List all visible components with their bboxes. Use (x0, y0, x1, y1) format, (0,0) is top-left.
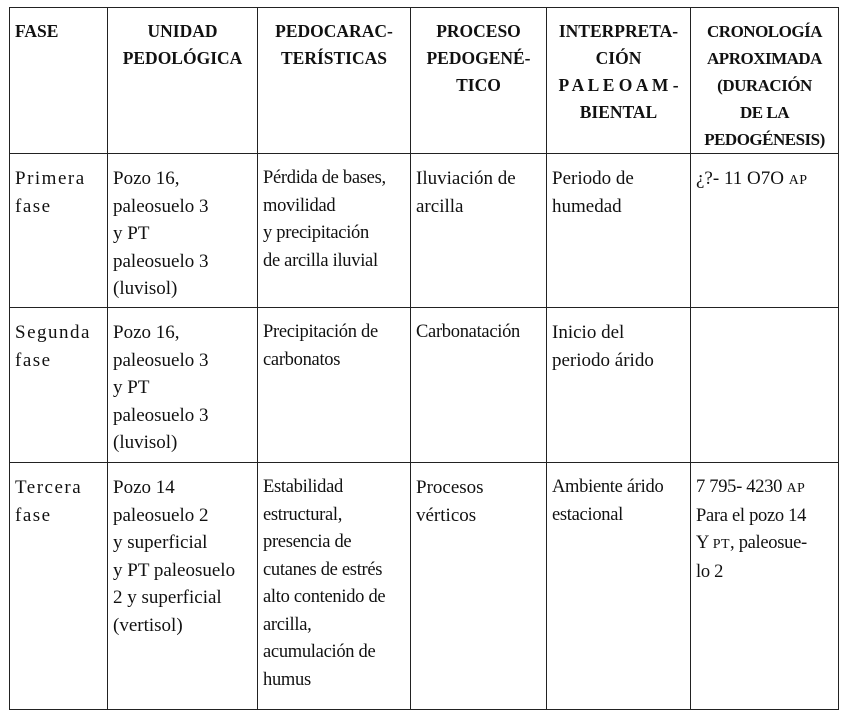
cell-line: Precipitación de (263, 322, 378, 342)
cell-line: DE LA (740, 103, 789, 122)
cron-line (696, 559, 833, 587)
cell-interpretacion (547, 308, 691, 463)
cell-cronologia (691, 463, 839, 710)
cell-line: Ambiente árido (552, 477, 664, 497)
cell-cronologia (691, 308, 839, 463)
cell-line: y PT (113, 223, 150, 244)
cell-line: Carbonatación (416, 322, 520, 342)
cell-line: Tercera (15, 477, 83, 498)
cell-interpretacion (547, 154, 691, 308)
cron-text: Y (696, 533, 713, 553)
cron-text: lo 2 (696, 561, 724, 582)
cron-text: Para el pozo 14 (696, 505, 807, 526)
cell-line: humus (263, 669, 311, 690)
cron-text: 7 795- 4230 (696, 477, 787, 497)
cell-line: TICO (456, 75, 501, 95)
cell-line: movilidad (263, 195, 336, 216)
cell-line: PROCESO (436, 21, 521, 41)
cell-line: periodo árido (552, 349, 654, 371)
header-row (10, 8, 839, 154)
cell-line: y PT paleosuelo (113, 559, 236, 581)
cell-line: de arcilla iluvial (263, 250, 378, 271)
cell-line: carbonatos (263, 349, 341, 370)
cell-line: fase (15, 195, 52, 217)
cell-line: PEDOGENÉ- (426, 48, 531, 68)
cell-cronologia (691, 154, 839, 308)
cell-line: alto contenido de (263, 587, 386, 607)
cell-pedocaracteristicas (258, 463, 411, 710)
cell-line: y precipitación (263, 223, 369, 243)
cell-line: paleosuelo 3 (113, 195, 209, 217)
cell-line: paleosuelo 3 (113, 250, 209, 272)
cell-line: TERÍSTICAS (280, 48, 388, 68)
cell-line: presencia de (263, 532, 352, 552)
cell-line: (DURACIÓN (717, 76, 812, 95)
cell-line: estacional (552, 504, 623, 525)
cron-suffix: AP (788, 173, 808, 188)
cell-line: Segunda (15, 322, 91, 343)
cell-line: P A L E O A M - (558, 75, 679, 95)
header-fase (10, 8, 108, 154)
cron-text: ¿?- 11 O7O (696, 168, 789, 189)
cell-line: Estabilidad (263, 477, 343, 497)
cell-line: humedad (552, 195, 622, 217)
cell-line: Inicio del (552, 322, 625, 343)
pedogenesis-table (9, 7, 839, 710)
cell-line: (luvisol) (113, 432, 178, 453)
cell-pedocaracteristicas (258, 308, 411, 463)
cell-line: Pozo 16, (113, 168, 180, 189)
cell-line: INTERPRETA- (558, 21, 679, 41)
cron-line (696, 530, 833, 559)
cell-line: Iluviación de (416, 168, 516, 189)
header-unidad-pedologica (108, 8, 258, 154)
cell-line: PEDOCARAC- (275, 21, 393, 41)
cron-suffix: PT (712, 537, 731, 552)
cell-unidad (108, 463, 258, 710)
table-row (10, 463, 839, 710)
cell-line: y PT (113, 377, 150, 398)
header-cronologia (691, 8, 839, 154)
cell-pedocaracteristicas (258, 154, 411, 308)
cell-unidad (108, 308, 258, 463)
cell-line: arcilla (416, 195, 464, 217)
cell-fase (10, 463, 108, 710)
table-row (10, 308, 839, 463)
cell-proceso (411, 463, 547, 710)
cell-line: paleosuelo 3 (113, 349, 209, 371)
cell-line: Pozo 16, (113, 322, 180, 343)
cell-line: (vertisol) (113, 614, 183, 636)
cell-interpretacion (547, 463, 691, 710)
cell-proceso (411, 154, 547, 308)
cell-line: estructural, (263, 504, 343, 525)
header-interpretacion-paleoambiental (547, 8, 691, 154)
cell-line: BIENTAL (579, 102, 658, 122)
cell-line: CRONOLOGÍA (707, 22, 822, 41)
cell-line: Periodo de (552, 168, 634, 189)
cell-line: Pozo 14 (113, 477, 175, 498)
cell-line: FASE (15, 21, 59, 41)
cell-line: Pérdida de bases, (263, 168, 386, 188)
cell-line: PEDOGÉNESIS) (704, 130, 825, 149)
cell-fase (10, 154, 108, 308)
cron-line (696, 474, 833, 503)
cell-line: cutanes de estrés (263, 559, 383, 580)
cell-line: paleosuelo 2 (113, 504, 209, 526)
cell-line: acumulación de (263, 642, 376, 662)
cell-line: paleosuelo 3 (113, 404, 209, 426)
header-pedocaracteristicas (258, 8, 411, 154)
cron-line (696, 503, 833, 531)
cell-line: PEDOLÓGICA (122, 48, 243, 68)
cell-line: Primera (15, 168, 86, 189)
cell-line: arcilla, (263, 614, 312, 635)
cell-line: y superficial (113, 532, 208, 553)
table-row (10, 154, 839, 308)
cell-line: fase (15, 349, 52, 371)
cell-unidad (108, 154, 258, 308)
cell-fase (10, 308, 108, 463)
cron-suffix: AP (786, 481, 806, 496)
cell-proceso (411, 308, 547, 463)
cell-line: Procesos (416, 477, 484, 498)
cell-line: CIÓN (595, 48, 642, 68)
cron-line (696, 165, 833, 195)
cron-after: , paleosue- (730, 533, 807, 553)
cell-line: vérticos (416, 504, 477, 526)
cell-line: 2 y superficial (113, 587, 222, 608)
cell-line: UNIDAD (147, 21, 218, 41)
cell-line: fase (15, 504, 52, 526)
cell-line: (luvisol) (113, 278, 178, 299)
header-proceso-pedogenetico (411, 8, 547, 154)
cell-line: APROXIMADA (707, 49, 822, 68)
